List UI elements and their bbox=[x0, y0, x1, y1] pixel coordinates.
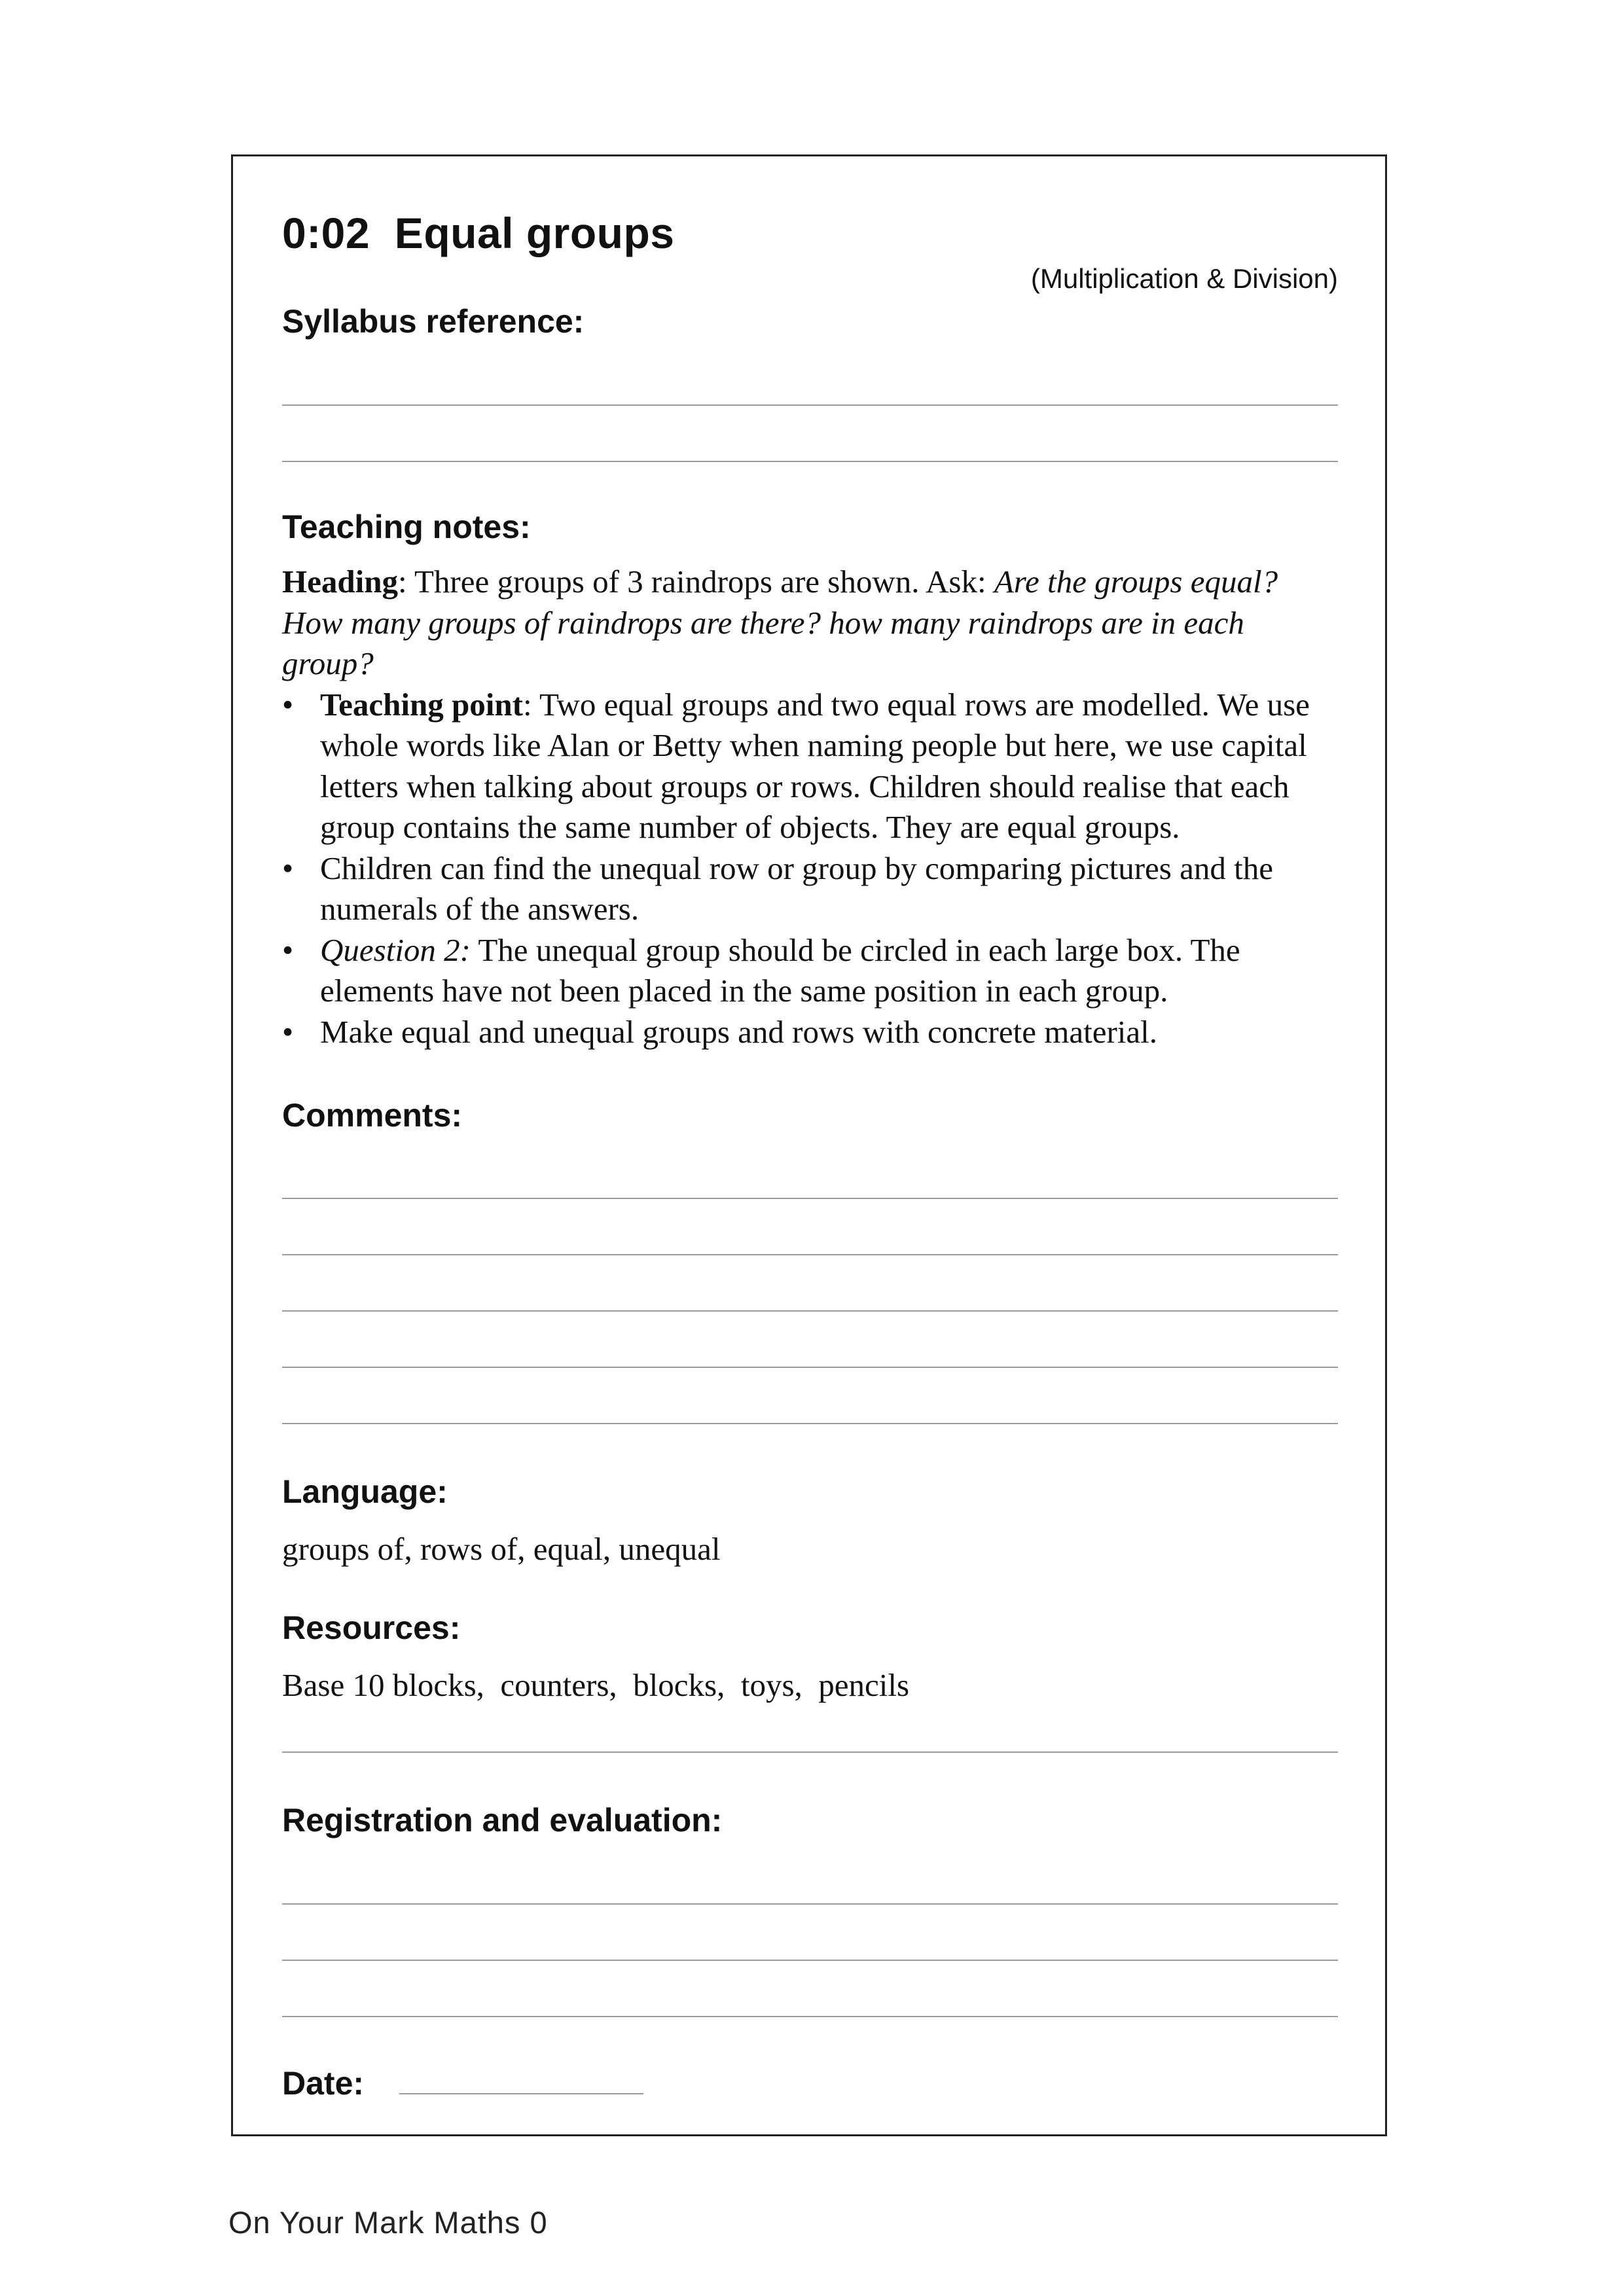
registration-line bbox=[282, 1960, 1338, 1961]
list-item bbox=[282, 685, 1338, 848]
syllabus-heading: Syllabus reference: bbox=[282, 303, 585, 340]
registration-line bbox=[282, 1903, 1338, 1905]
resources-heading: Resources: bbox=[282, 1609, 461, 1646]
list-item bbox=[282, 848, 1338, 930]
lesson-name: Equal groups bbox=[394, 209, 675, 257]
syllabus-line bbox=[282, 461, 1338, 462]
date-label: Date: bbox=[282, 2065, 365, 2102]
list-item-bold: Teaching point bbox=[320, 686, 523, 723]
language-text: groups of, rows of, equal, unequal bbox=[282, 1531, 721, 1567]
list-item-text: Children can find the unequal row or group by comparing pictures and the numerals of the answers. bbox=[320, 850, 1273, 927]
strand-label: (Multiplication & Division) bbox=[1030, 263, 1338, 294]
list-item-text: The unequal group should be circled in each large box. The elements have not been placed in the same position in each group. bbox=[320, 931, 1240, 1009]
list-item bbox=[282, 1012, 1338, 1053]
heading-note bbox=[282, 562, 1338, 685]
comments-line bbox=[282, 1367, 1338, 1368]
registration-heading: Registration and evaluation: bbox=[282, 1802, 723, 1839]
resources-text: Base 10 blocks, counters, blocks, toys, pencils bbox=[282, 1667, 910, 1703]
page-footer: On Your Mark Maths 0 bbox=[228, 2205, 548, 2240]
teaching-notes-body bbox=[282, 562, 1338, 1052]
comments-heading: Comments: bbox=[282, 1097, 463, 1134]
list-item-text: Make equal and unequal groups and rows with concrete material. bbox=[320, 1013, 1158, 1050]
comments-line bbox=[282, 1198, 1338, 1199]
list-item-italic: Question 2: bbox=[320, 931, 471, 968]
heading-note-label: Heading bbox=[282, 564, 398, 600]
list-item bbox=[282, 930, 1338, 1012]
language-heading: Language: bbox=[282, 1473, 448, 1510]
comments-line bbox=[282, 1310, 1338, 1312]
date-field-line bbox=[399, 2093, 643, 2094]
heading-note-text: : Three groups of 3 raindrops are shown. Ask: bbox=[397, 564, 994, 600]
resources-line bbox=[282, 1751, 1338, 1753]
comments-line bbox=[282, 1423, 1338, 1424]
syllabus-line bbox=[282, 404, 1338, 406]
comments-line bbox=[282, 1254, 1338, 1255]
teaching-notes-list bbox=[282, 685, 1338, 1053]
list-item-text: : Two equal groups and two equal rows are modelled. We use whole words like Alan or Betty when naming people but here, we use capital letters when talking about groups or rows. Children should realise that each group contains the same number of objects. They are equal groups. bbox=[320, 686, 1310, 845]
lesson-number: 0:02 bbox=[282, 209, 370, 257]
page-title bbox=[282, 208, 674, 258]
heading-note-questions: Are the groups equal? How many groups of raindrops are there? how many raindrops are in each group? bbox=[282, 564, 1278, 681]
teaching-notes-heading: Teaching notes: bbox=[282, 509, 531, 545]
registration-line bbox=[282, 2016, 1338, 2017]
